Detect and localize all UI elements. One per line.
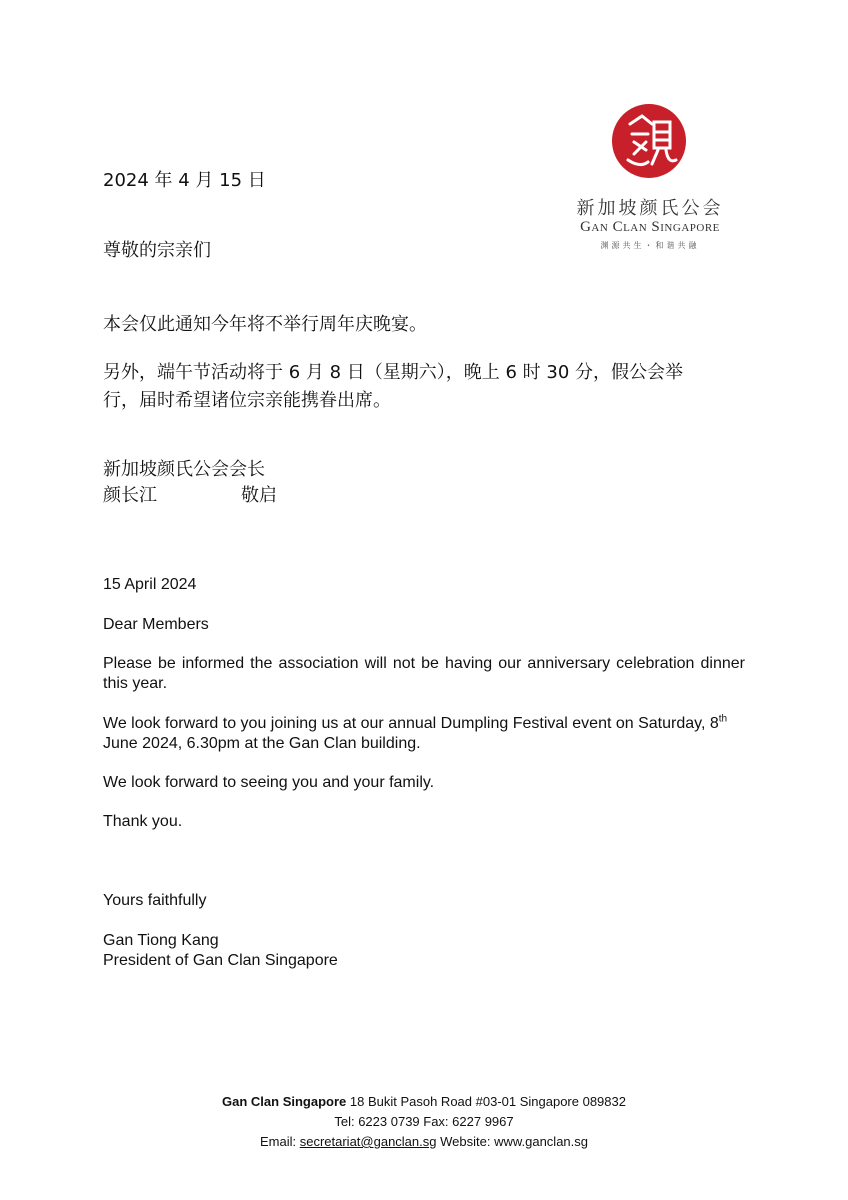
english-paragraph-2-text-end: June 2024, 6.30pm at the Gan Clan building.: [103, 735, 421, 752]
english-paragraph-4: Thank you.: [103, 813, 183, 830]
chinese-salutation: 尊敬的宗亲们: [103, 240, 211, 261]
footer-org-name: Gan Clan Singapore: [222, 1094, 347, 1109]
english-paragraph-2: [103, 714, 748, 754]
chinese-signatory-title: 新加坡颜氏公会会长: [103, 459, 265, 480]
english-closing: Yours faithfully: [103, 892, 207, 909]
chinese-date: 2024 年 4 月 15 日: [103, 170, 266, 191]
footer-email-label: Email:: [259, 1134, 300, 1149]
english-date: 15 April 2024: [103, 576, 197, 593]
chinese-paragraph-2-line-1: 另外，端午节活动将于 6 月 8 日（星期六），晚上 6 时 30 分，假公会举: [103, 362, 684, 383]
footer-website-label: Website:: [436, 1134, 495, 1149]
logo-motto: 渊源共生・和谐共融: [600, 241, 700, 250]
footer-address-line: [0, 1092, 848, 1112]
english-signatory-name: Gan Tiong Kang: [103, 932, 219, 949]
english-paragraph-1: Please be informed the association will not be having our anniversary celebration dinner this year.: [103, 655, 745, 692]
chinese-closing: 敬启: [241, 485, 277, 506]
ordinal-suffix: th: [718, 713, 728, 725]
logo-chinese-name: 新加坡颜氏公会: [576, 198, 724, 219]
english-salutation: Dear Members: [103, 616, 209, 633]
footer-web-line: [0, 1132, 848, 1152]
english-paragraph-2-text: We look forward to you joining us at our annual Dumpling Festival event on Saturday, 8: [103, 715, 719, 732]
chinese-signatory-name: 颜长江: [103, 485, 157, 506]
footer-website[interactable]: www.ganclan.sg: [494, 1134, 589, 1149]
english-signatory-title: President of Gan Clan Singapore: [103, 952, 338, 969]
chinese-paragraph-1: 本会仅此通知今年将不举行周年庆晚宴。: [103, 314, 427, 335]
footer-email-link[interactable]: secretariat@ganclan.sg: [299, 1134, 437, 1149]
footer-address: 18 Bukit Pasoh Road #03-01 Singapore 089832: [346, 1094, 626, 1109]
letter-footer: [0, 1092, 848, 1152]
footer-contact: Tel: 6223 0739 Fax: 6227 9967: [334, 1114, 514, 1129]
logo-english-name: Gan Clan Singapore: [580, 219, 720, 235]
english-paragraph-3: We look forward to seeing you and your family.: [103, 774, 435, 791]
gan-clan-seal-logo-icon: [612, 104, 686, 178]
gan-clan-logo: [560, 104, 740, 254]
chinese-paragraph-2-line-2: 行，届时希望诸位宗亲能携眷出席。: [103, 390, 391, 411]
